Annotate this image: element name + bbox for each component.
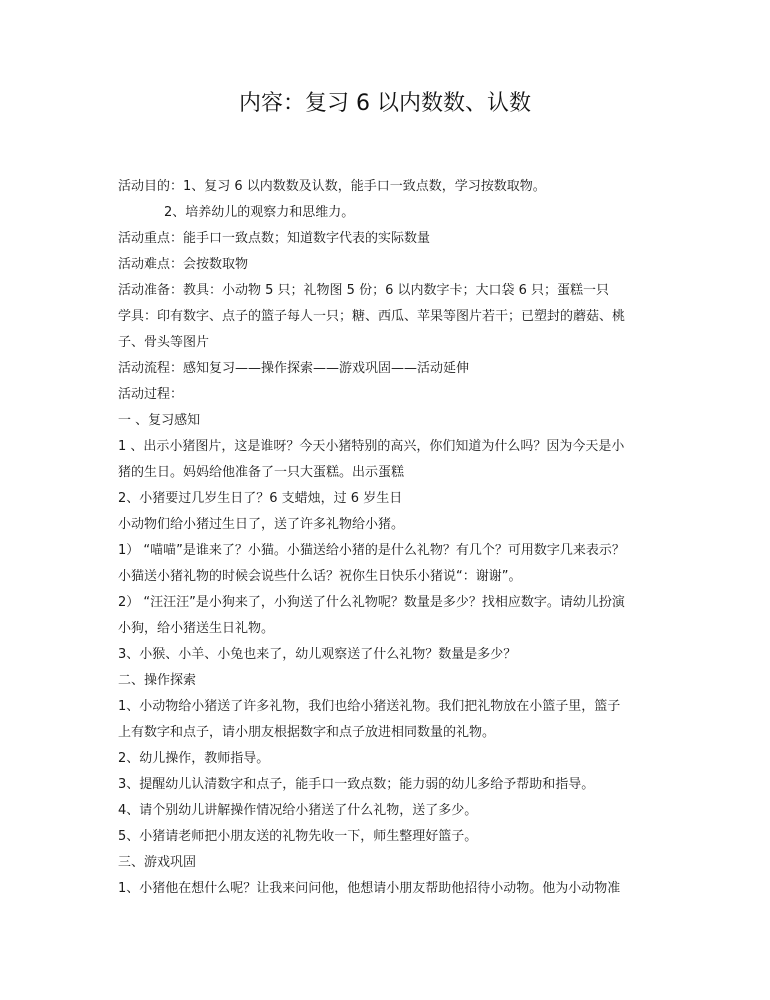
paragraph-line: 1、小猪他在想什么呢？让我来问问他，他想请小朋友帮助他招待小动物。他为小动物准 bbox=[118, 881, 621, 896]
paragraph-line: 活动目的：1、复习 6 以内数数及认数，能手口一致点数，学习按数取物。 bbox=[118, 179, 546, 194]
paragraph-line: 子、骨头等图片 bbox=[118, 335, 210, 350]
paragraph-line: 小猫送小猪礼物的时候会说些什么话？祝你生日快乐小猪说“：谢谢”。 bbox=[118, 569, 522, 584]
paragraph-line: 活动难点：会按数取物 bbox=[118, 257, 249, 272]
paragraph-line: 1 、出示小猪图片，这是谁呀？今天小猪特别的高兴，你们知道为什么吗？因为今天是小 bbox=[118, 439, 625, 454]
section-heading: 三、游戏巩固 bbox=[118, 855, 197, 870]
paragraph-line: 3、提醒幼儿认清数字和点子，能手口一致点数；能力弱的幼儿多给予帮助和指导。 bbox=[118, 777, 595, 792]
paragraph-line: 2、幼儿操作，教师指导。 bbox=[118, 751, 270, 766]
paragraph-line: 2、小猪要过几岁生日了？6 支蜡烛，过 6 岁生日 bbox=[118, 491, 403, 506]
paragraph-line: 小狗，给小猪送生日礼物。 bbox=[118, 621, 275, 636]
document-title: 内容：复习 6 以内数数、认数 bbox=[239, 91, 531, 116]
paragraph-line: 活动流程：感知复习——操作探索——游戏巩固——活动延伸 bbox=[118, 361, 470, 376]
paragraph-line: 猪的生日。妈妈给他准备了一只大蛋糕。出示蛋糕 bbox=[118, 465, 405, 480]
paragraph-line: 2、培养幼儿的观察力和思维力。 bbox=[164, 205, 355, 220]
paragraph-line: 活动过程： bbox=[118, 387, 184, 402]
paragraph-line: 5、小猪请老师把小朋友送的礼物先收一下，师生整理好篮子。 bbox=[118, 829, 478, 844]
paragraph-line: 学具：印有数字、点子的篮子每人一只；糖、西瓜、苹果等图片若干；已塑封的蘑菇、桃 bbox=[118, 309, 626, 324]
paragraph-line: 1、小动物给小猪送了许多礼物，我们也给小猪送礼物。我们把礼物放在小篮子里，篮子 bbox=[118, 699, 621, 714]
document-body bbox=[118, 174, 658, 902]
section-heading: 一 、复习感知 bbox=[118, 413, 201, 428]
paragraph-line: 1） “喵喵”是谁来了？小猫。小猫送给小猪的是什么礼物？有几个？可用数字几来表示？ bbox=[118, 543, 625, 558]
paragraph-line: 上有数字和点子，请小朋友根据数字和点子放进相同数量的礼物。 bbox=[118, 725, 496, 740]
section-heading: 二、操作探索 bbox=[118, 673, 197, 688]
paragraph-line: 4、请个别幼儿讲解操作情况给小猪送了什么礼物，送了多少。 bbox=[118, 803, 478, 818]
paragraph-line: 3、小猴、小羊、小兔也来了，幼儿观察送了什么礼物？数量是多少？ bbox=[118, 647, 517, 662]
paragraph-line: 活动重点：能手口一致点数；知道数字代表的实际数量 bbox=[118, 231, 431, 246]
paragraph-line: 活动准备：教具：小动物 5 只；礼物图 5 份；6 以内数字卡；大口袋 6 只；蛋糕一只 bbox=[118, 283, 610, 298]
paragraph-line: 2） “汪汪汪”是小狗来了，小狗送了什么礼物呢？数量是多少？找相应数字。请幼儿扮演 bbox=[118, 595, 625, 610]
paragraph-line: 小动物们给小猪过生日了，送了许多礼物给小猪。 bbox=[118, 517, 405, 532]
